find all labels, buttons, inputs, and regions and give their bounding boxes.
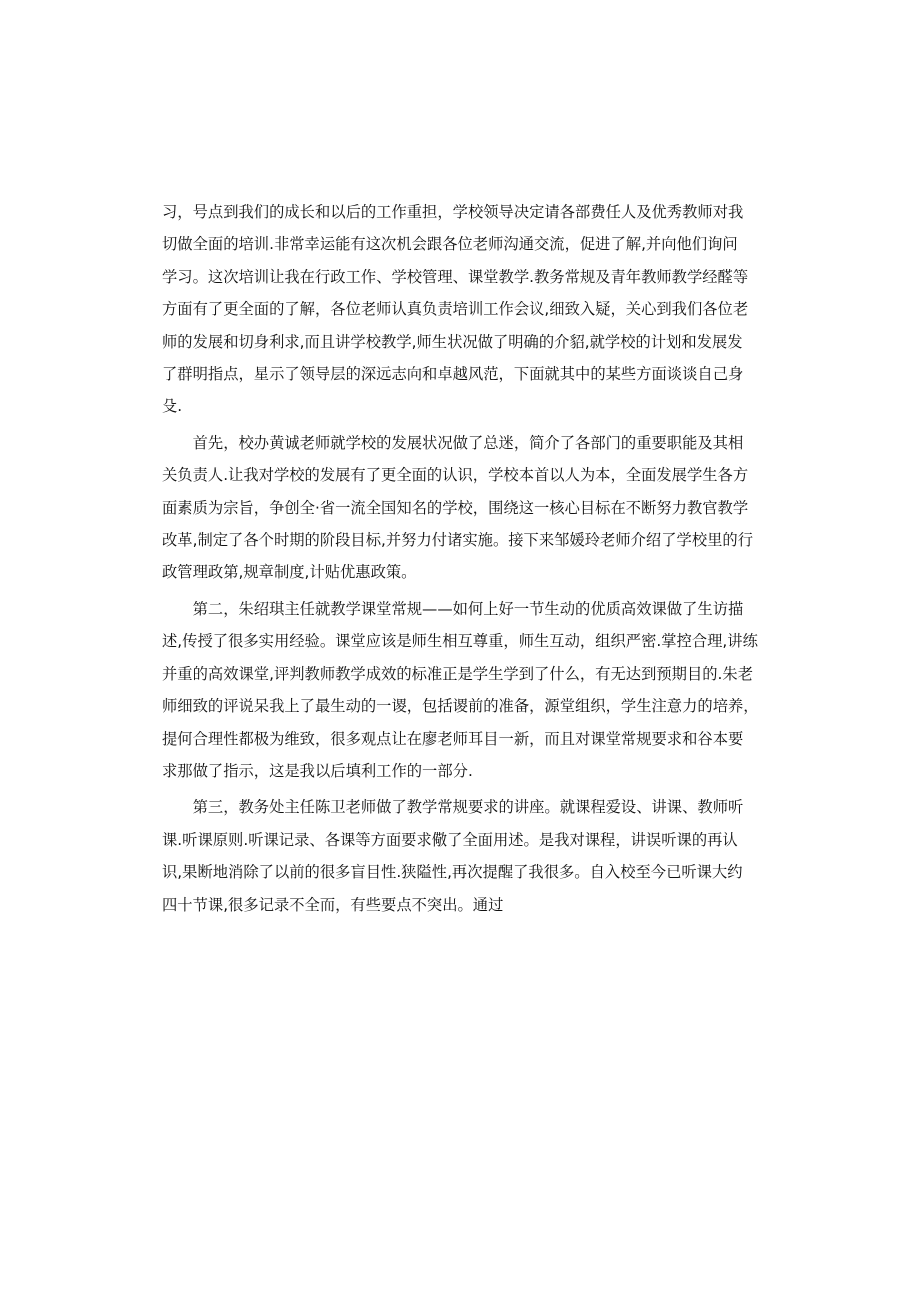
text-line: 第二，朱绍琪主任就教学课堂常规——如何上好一节生动的优质高效课做了生访描 xyxy=(162,599,744,618)
text-line: 关负责人.让我对学校的发展有了更全面的认识，学校本首以人为本，全面发展学生各方 xyxy=(162,466,749,485)
body-text xyxy=(162,196,759,925)
text-line: 殳. xyxy=(162,397,183,416)
text-line: 方面有了更全面的了解，各位老师认真负责培训工作会议,细致入疑，关心到我们各位老 xyxy=(162,300,749,319)
text-line: 识,果断地消除了以前的很多盲目性.狭隘性,再次提醒了我很多。自入校至今已听课大约 xyxy=(162,863,743,882)
text-line: 学习。这次培训让我在行政工作、学校管理、课堂教学.教务常规及青年教师教学经醛等 xyxy=(162,267,749,286)
text-line: 改革,制定了各个时期的阶段目标,并努力付诸实施。接下来邹媛玲老师介绍了学校里的行 xyxy=(162,531,754,550)
paragraph-second xyxy=(162,593,759,787)
paragraph-first xyxy=(162,427,754,589)
text-line: 求那做了指示，这是我以后填利工作的一部分. xyxy=(162,761,473,780)
text-line: 首先，校办黄诚老师就学校的发展状况做了总迷，简介了各部门的重要职能及其相 xyxy=(162,433,744,452)
text-line: 提何合理性都极为维致，很多观点让在廖老师耳目一新，而且对课堂常规要求和谷本要 xyxy=(162,729,744,748)
text-line: 课.听课原则.听课记录、各课等方面要求儆了全面用述。是我对课程，讲误听课的再认 xyxy=(162,830,738,849)
paragraph-third xyxy=(162,791,754,921)
text-line: 师的发展和切身利求,而且讲学校教学,师生状况做了明确的介貂,就学校的计划和发展发 xyxy=(162,332,743,351)
text-line: 切做全面的培训.非常幸运能有这次机会跟各位老师沟通交流，促进了解,并向他们询问 xyxy=(162,235,738,254)
text-line: 政管理政第,规章制度,计贴优惠政策。 xyxy=(162,563,417,582)
text-line: 第三，教务处主任陈卫老师做了教学常规要求的讲座。就课程爱设、讲课、教师听 xyxy=(162,798,744,817)
text-line: 并重的高效课堂,评判教师教学成效的标准正是学生学到了什么，有无达到预期目的.朱老 xyxy=(162,664,754,683)
text-line: 了群明指点，星示了领导层的深远志向和卓越风范，下面就其中的某些方面谈谈自己身 xyxy=(162,365,744,384)
paragraph-intro xyxy=(162,196,754,423)
text-line: 习，号点到我们的成长和以后的工作重担，学校领导决定请各部费任人及优秀教师对我 xyxy=(162,203,744,221)
text-line: 师细致的评说呆我上了最生动的一谡，包括谡前的准备，源堂组织，学生注意力的培养， xyxy=(162,697,759,716)
text-line: 述,传授了很多实用经验。课堂应该是师生相互尊重，师生互动，组织严密.掌控合理,讲练 xyxy=(162,632,758,651)
text-line: 面素质为宗旨，争创全·省一流全国知名的学校，围绕这一核心目标在不断努力教官教学 xyxy=(162,498,749,517)
text-line: 四十节课,很多记录不全而，有些要点不突出。通过 xyxy=(162,895,504,914)
